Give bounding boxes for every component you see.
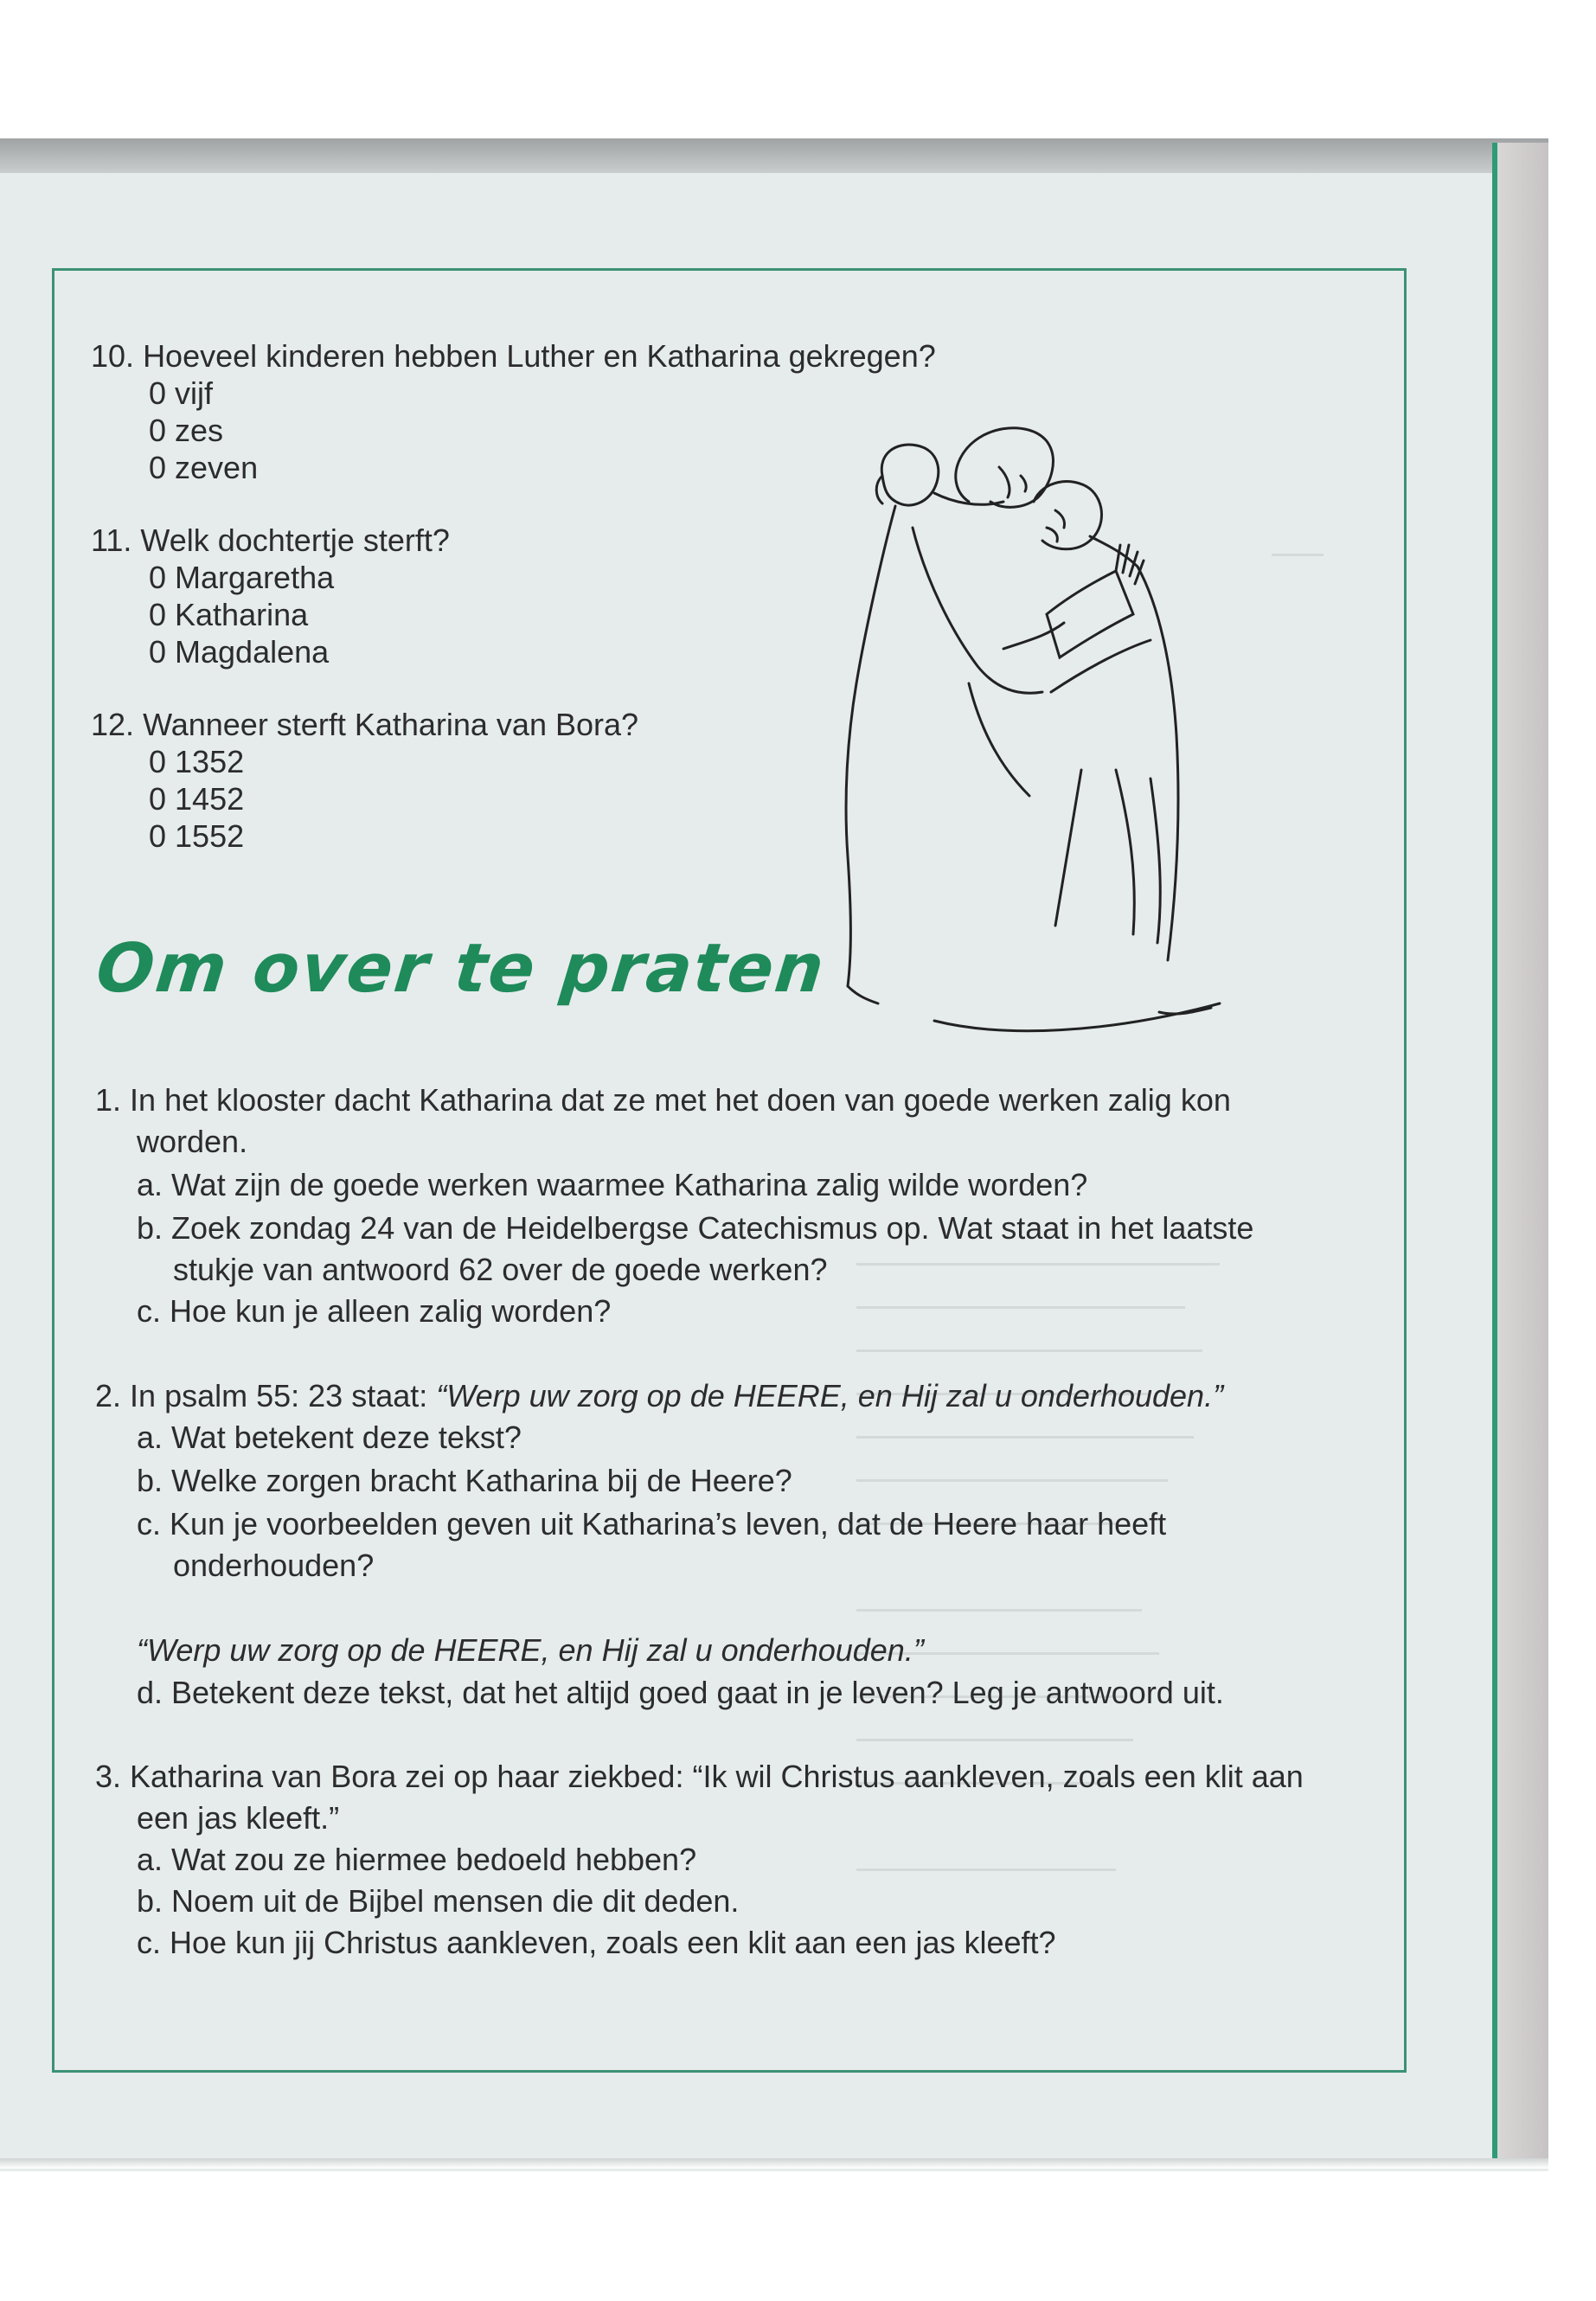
quiz-question-12: 12. Wanneer sterft Katharina van Bora?	[91, 707, 639, 742]
sub-question-cont: stukje van antwoord 62 over de goede werken?	[173, 1252, 828, 1287]
sub-question: a. Wat zou ze hiermee bedoeld hebben?	[137, 1842, 697, 1877]
quiz-option: 0 1552	[149, 818, 245, 854]
section-heading: Om over te praten	[93, 930, 830, 1008]
scripture-quote: “Werp uw zorg op de HEERE, en Hij zal u onderhouden.”	[436, 1378, 1224, 1413]
scan-bottom-edge	[0, 2158, 1548, 2169]
quiz-option: 0 zes	[149, 413, 224, 448]
sub-question: a. Wat betekent deze tekst?	[137, 1420, 522, 1455]
discussion-question-3: 3. Katharina van Bora zei op haar ziekbed: “Ik wil Christus aankleven, zoals een klit aan	[95, 1759, 1304, 1794]
sub-question: c. Hoe kun je alleen zalig worden?	[137, 1293, 612, 1329]
sub-question: c. Kun je voorbeelden geven uit Katharina’s leven, dat de Heere haar heeft	[137, 1506, 1167, 1541]
scan-top-edge	[0, 138, 1548, 173]
scripture-quote: “Werp uw zorg op de HEERE, en Hij zal u onderhouden.”	[137, 1632, 924, 1668]
sub-question: b. Noem uit de Bijbel mensen die dit deden.	[137, 1883, 740, 1919]
quiz-option: 0 vijf	[149, 375, 214, 411]
quiz-option: 0 Katharina	[149, 597, 309, 632]
discussion-question-3-cont: een jas kleeft.”	[137, 1800, 340, 1836]
quiz-option: 0 zeven	[149, 450, 259, 485]
sub-question: b. Welke zorgen bracht Katharina bij de Heere?	[137, 1463, 792, 1498]
sub-question: c. Hoe kun jij Christus aankleven, zoals een klit aan een jas kleeft?	[137, 1925, 1056, 1960]
discussion-question-2: 2. In psalm 55: 23 staat: “Werp uw zorg op de HEERE, en Hij zal u onderhouden.”	[95, 1378, 1224, 1413]
quiz-option: 0 Margaretha	[149, 560, 335, 595]
quiz-option: 0 Magdalena	[149, 634, 330, 670]
sub-question: d. Betekent deze tekst, dat het altijd goed gaat in je leven? Leg je antwoord uit.	[137, 1675, 1224, 1710]
quiz-option: 0 1352	[149, 744, 245, 779]
discussion-question-1: 1. In het klooster dacht Katharina dat ze met het doen van goede werken zalig kon	[95, 1082, 1231, 1118]
sub-question-cont: onderhouden?	[173, 1548, 375, 1583]
sub-question: a. Wat zijn de goede werken waarmee Katharina zalig wilde worden?	[137, 1167, 1088, 1202]
quiz-option: 0 1452	[149, 781, 245, 817]
quiz-question-11: 11. Welk dochtertje sterft?	[91, 522, 450, 558]
scan-right-edge	[1492, 143, 1548, 2167]
sub-question: b. Zoek zondag 24 van de Heidelbergse Catechismus op. Wat staat in het laatste	[137, 1210, 1254, 1246]
quiz-question-10: 10. Hoeveel kinderen hebben Luther en Katharina gekregen?	[91, 338, 936, 374]
discussion-question-1-cont: worden.	[137, 1124, 248, 1159]
reading-family-illustration	[830, 407, 1246, 1047]
